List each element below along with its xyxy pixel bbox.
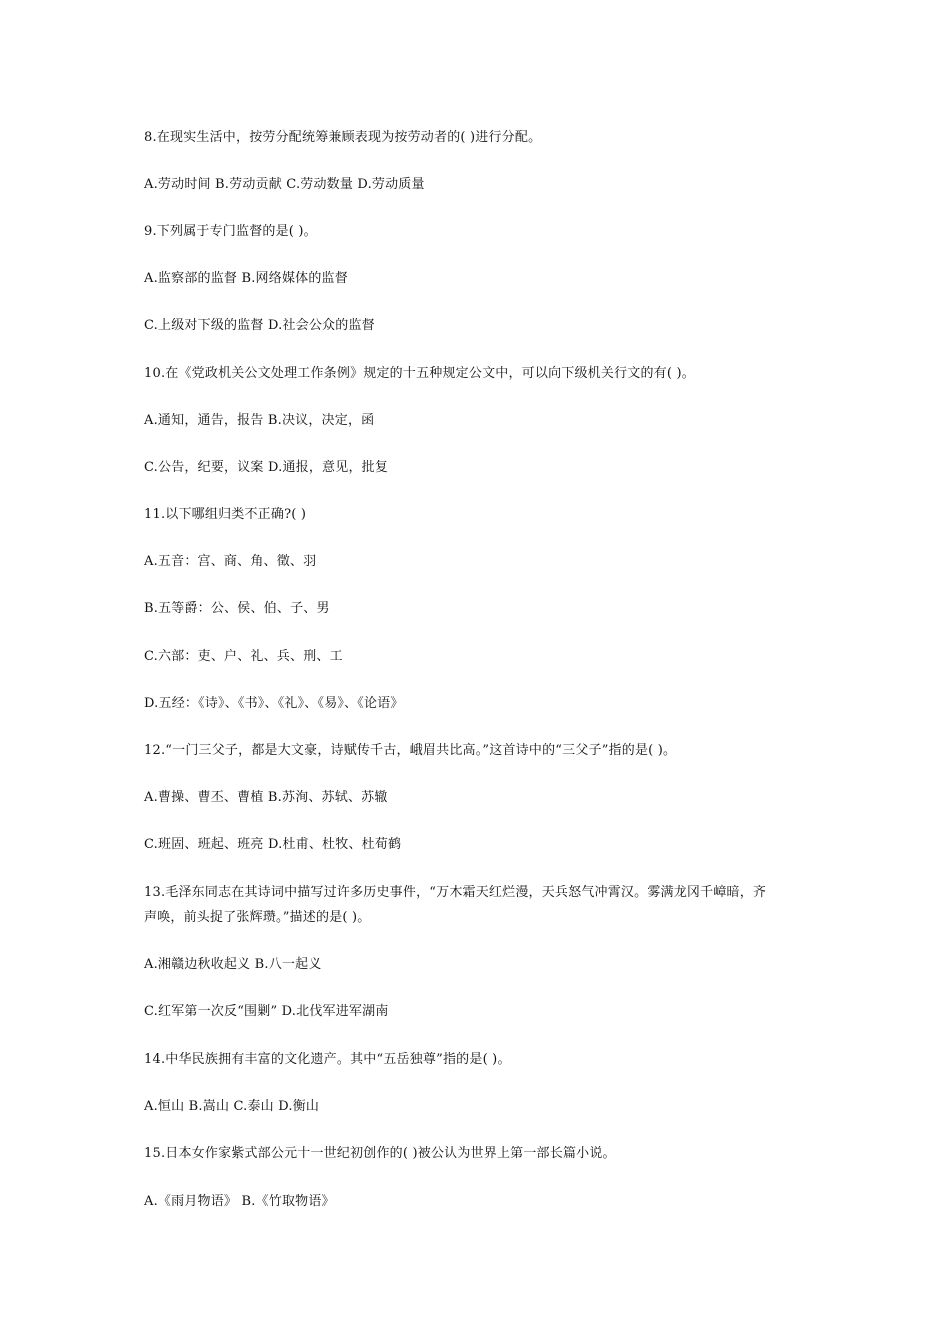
question-10-options-cd: C.公告，纪要，议案 D.通报，意见，批复 [144,460,389,475]
question-12-stem: 12.“一门三父子，都是大文豪，诗赋传千古，峨眉共比高。”这首诗中的“三父子”指的是( )。 [144,743,677,758]
question-11-option-b: B.五等爵：公、侯、伯、子、男 [144,601,330,616]
question-14-options: A.恒山 B.嵩山 C.泰山 D.衡山 [144,1099,320,1114]
question-9-options-ab: A.监察部的监督 B.网络媒体的监督 [144,271,348,286]
question-8-stem: 8.在现实生活中，按劳分配统筹兼顾表现为按劳动者的( )进行分配。 [144,130,542,145]
question-11-option-c: C.六部：吏、户、礼、兵、刑、工 [144,649,343,664]
question-9-stem: 9.下列属于专门监督的是( )。 [144,224,317,239]
question-13-options-ab: A.湘赣边秋收起义 B.八一起义 [144,957,322,972]
question-13-options-cd: C.红军第一次反“围剿” D.北伐军进军湖南 [144,1004,389,1019]
question-10-stem: 10.在《党政机关公文处理工作条例》规定的十五种规定公文中，可以向下级机关行文的有( )。 [144,366,695,381]
question-12-options-cd: C.班固、班起、班亮 D.杜甫、杜牧、杜荀鹤 [144,837,402,852]
question-10-options-ab: A.通知，通告，报告 B.决议，决定，函 [144,413,375,428]
question-11-stem: 11.以下哪组归类不正确?( ) [144,507,307,522]
question-13-stem-line1: 13.毛泽东同志在其诗词中描写过许多历史事件，“万木霜天红烂漫，天兵怒气冲霄汉。雾满龙冈千嶂暗，齐 [144,885,767,900]
question-13-stem-line2: 声唤，前头捉了张辉瓒。”描述的是( )。 [144,910,371,925]
question-12-options-ab: A.曹操、曹丕、曹植 B.苏洵、苏轼、苏辙 [144,790,388,805]
question-9-options-cd: C.上级对下级的监督 D.社会公众的监督 [144,318,375,333]
question-15-options-ab: A.《雨月物语》 B.《竹取物语》 [144,1194,335,1209]
question-14-stem: 14.中华民族拥有丰富的文化遗产。其中“五岳独尊”指的是( )。 [144,1052,511,1067]
question-11-option-d: D.五经：《诗》、《书》、《礼》、《易》、《论语》 [144,696,404,711]
question-8-options: A.劳动时间 B.劳动贡献 C.劳动数量 D.劳动质量 [144,177,425,192]
question-15-stem: 15.日本女作家紫式部公元十一世纪初创作的( )被公认为世界上第一部长篇小说。 [144,1146,616,1161]
question-11-option-a: A.五音：宫、商、角、徵、羽 [144,554,317,569]
